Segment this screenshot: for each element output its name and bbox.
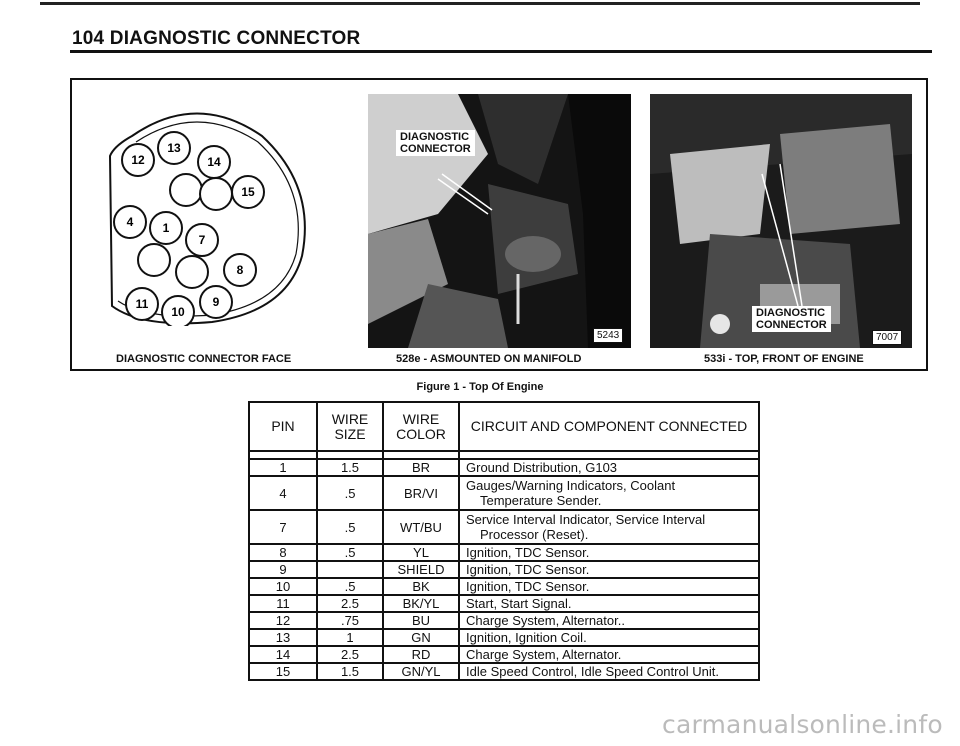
circuit-line: Ignition, TDC Sensor.: [466, 562, 590, 577]
circuit-cell: [459, 578, 759, 595]
table-row: [249, 629, 759, 646]
wire-size-cell: 1.5: [317, 663, 383, 680]
wire-size-cell: 1: [317, 629, 383, 646]
figure-box: [70, 78, 928, 371]
pin-cell: 12: [249, 612, 317, 629]
pin-table-body: [249, 459, 759, 680]
watermark: carmanualsonline.info: [662, 710, 943, 739]
page-header: 104 DIAGNOSTIC CONNECTOR: [72, 28, 361, 49]
table-row: [249, 663, 759, 680]
wire-color-cell: YL: [383, 544, 459, 561]
connector-face-caption: DIAGNOSTIC CONNECTOR FACE: [116, 353, 292, 365]
circuit-cell: [459, 561, 759, 578]
circuit-line: Idle Speed Control, Idle Speed Control Unit.: [466, 664, 719, 679]
wire-color-cell: GN/YL: [383, 663, 459, 680]
unnumbered-pin-circle: [176, 256, 208, 288]
unnumbered-pin-circle: [170, 174, 202, 206]
photo-528e-number: 5243: [593, 328, 623, 343]
wire-color-cell: GN: [383, 629, 459, 646]
photo-533i-caption: 533i - TOP, FRONT OF ENGINE: [704, 353, 864, 365]
pin-cell: 15: [249, 663, 317, 680]
wire-size-cell: 1.5: [317, 459, 383, 476]
circuit-line: Processor (Reset).: [480, 527, 589, 542]
circuit-cell: [459, 595, 759, 612]
header-gap-row: [249, 451, 759, 459]
table-row: [249, 578, 759, 595]
pin-cell: 11: [249, 595, 317, 612]
pin-table: [248, 401, 760, 681]
connector-face-diagram: [102, 96, 316, 326]
pin-cell: 9: [249, 561, 317, 578]
wire-color-cell: BR/VI: [383, 476, 459, 510]
circuit-line: Service Interval Indicator, Service Interval: [466, 512, 706, 527]
circuit-line: Start, Start Signal.: [466, 596, 572, 611]
unnumbered-pin-circle: [200, 178, 232, 210]
header-circuit: CIRCUIT AND COMPONENT CONNECTED: [459, 402, 759, 451]
wire-size-cell: 2.5: [317, 595, 383, 612]
circuit-cell: [459, 646, 759, 663]
circuit-cell: [459, 629, 759, 646]
pin-label-14: 14: [207, 155, 221, 169]
pin-cell: 1: [249, 459, 317, 476]
wire-size-cell: .5: [317, 476, 383, 510]
pin-cell: 7: [249, 510, 317, 544]
pin-label-1: 1: [162, 221, 170, 235]
photo-528e-caption: 528e - ASMOUNTED ON MANIFOLD: [396, 353, 582, 365]
table-row: [249, 459, 759, 476]
circuit-line: Temperature Sender.: [480, 493, 602, 508]
pin-circles: [114, 132, 264, 326]
photo-533i-label: DIAGNOSTIC CONNECTOR: [752, 306, 831, 332]
photo-533i: [650, 94, 912, 348]
circuit-line: Ground Distribution, G103: [466, 460, 618, 475]
table-row: [249, 476, 759, 510]
circuit-line: Gauges/Warning Indicators, Coolant: [466, 478, 676, 493]
wire-size-cell: [317, 561, 383, 578]
wire-size-cell: .5: [317, 578, 383, 595]
pin-cell: 4: [249, 476, 317, 510]
wire-size-cell: .5: [317, 544, 383, 561]
circuit-cell: [459, 459, 759, 476]
pin-label-11: 11: [135, 297, 149, 311]
table-row: [249, 544, 759, 561]
photo-533i-number: 7007: [872, 330, 902, 345]
wire-size-cell: 2.5: [317, 646, 383, 663]
circuit-cell: [459, 612, 759, 629]
photo-528e-label: DIAGNOSTIC CONNECTOR: [396, 130, 475, 156]
circuit-cell: [459, 663, 759, 680]
header-rule: [70, 50, 932, 53]
circuit-cell: [459, 476, 759, 510]
wire-size-cell: .5: [317, 510, 383, 544]
pin-cell: 10: [249, 578, 317, 595]
photo-528e: [368, 94, 631, 348]
circuit-line: Ignition, TDC Sensor.: [466, 545, 590, 560]
circuit-line: Charge System, Alternator..: [466, 613, 625, 628]
top-rule: [40, 2, 920, 5]
wire-color-cell: WT/BU: [383, 510, 459, 544]
table-row: [249, 561, 759, 578]
wire-color-cell: BU: [383, 612, 459, 629]
pin-cell: 13: [249, 629, 317, 646]
figure-caption: Figure 1 - Top Of Engine: [416, 381, 544, 393]
pin-label-12: 12: [131, 153, 145, 167]
pin-label-8: 8: [236, 263, 244, 277]
table-row: [249, 595, 759, 612]
pin-label-9: 9: [212, 295, 220, 309]
pin-table-header: [249, 402, 759, 451]
pin-label-7: 7: [198, 233, 206, 247]
wire-color-cell: BK/YL: [383, 595, 459, 612]
header-pin: PIN: [249, 402, 317, 451]
pin-cell: 8: [249, 544, 317, 561]
table-row: [249, 646, 759, 663]
pin-label-15: 15: [241, 185, 255, 199]
circuit-cell: [459, 544, 759, 561]
pin-cell: 14: [249, 646, 317, 663]
circuit-line: Charge System, Alternator.: [466, 647, 622, 662]
circuit-line: Ignition, Ignition Coil.: [466, 630, 587, 645]
wire-color-cell: BR: [383, 459, 459, 476]
unnumbered-pin-circle: [138, 244, 170, 276]
wire-color-cell: BK: [383, 578, 459, 595]
pin-label-4: 4: [126, 215, 134, 229]
pin-label-10: 10: [171, 305, 185, 319]
header-wire-color: WIRE COLOR: [383, 402, 459, 451]
wire-size-cell: .75: [317, 612, 383, 629]
table-row: [249, 510, 759, 544]
table-row: [249, 612, 759, 629]
pin-label-13: 13: [167, 141, 181, 155]
circuit-line: Ignition, TDC Sensor.: [466, 579, 590, 594]
wire-color-cell: SHIELD: [383, 561, 459, 578]
wire-color-cell: RD: [383, 646, 459, 663]
circuit-cell: [459, 510, 759, 544]
header-wire-size: WIRE SIZE: [317, 402, 383, 451]
